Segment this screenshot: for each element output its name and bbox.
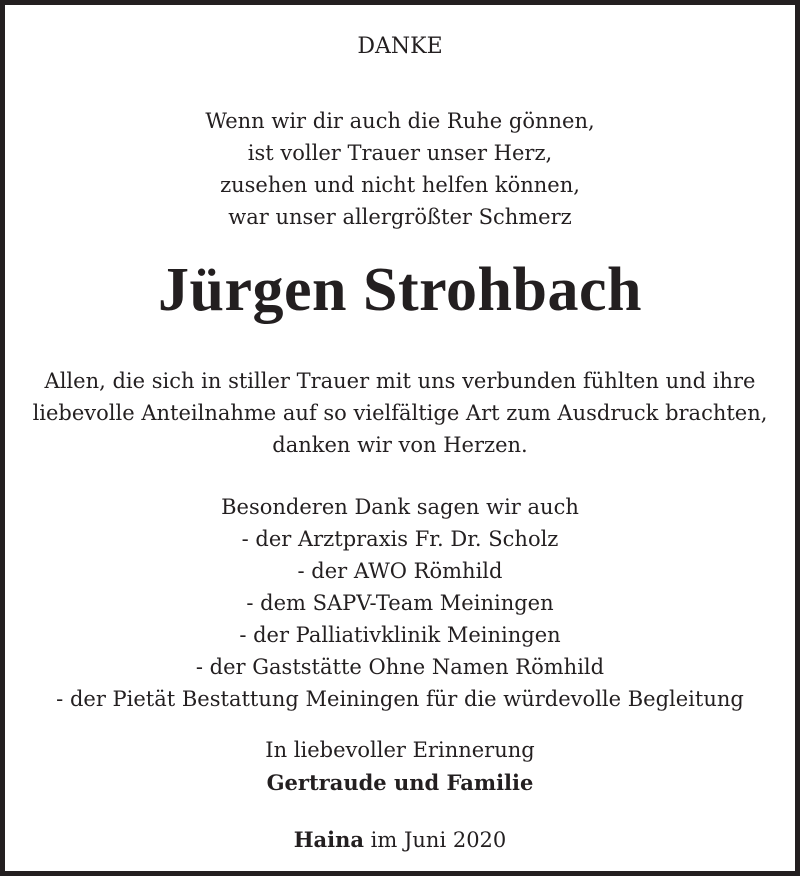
poem-line: zusehen und nicht helfen können, — [220, 173, 580, 197]
special-thanks-item: - der Pietät Bestattung Meiningen für die würdevolle Begleitung — [56, 687, 744, 711]
closing-memory: In liebevoller Erinnerung — [265, 738, 535, 762]
date: im Juni 2020 — [364, 828, 507, 852]
closing-family: Gertraude und Familie — [266, 770, 534, 795]
poem-line: Wenn wir dir auch die Ruhe gönnen, — [205, 109, 595, 133]
special-thanks-item: - dem SAPV-Team Meiningen — [246, 591, 554, 615]
place: Haina — [293, 827, 364, 852]
thanks-line: Allen, die sich in stiller Trauer mit uns verbunden fühlten und ihre — [44, 369, 756, 393]
deceased-name: Jürgen Strohbach — [158, 256, 642, 324]
poem-line: ist voller Trauer unser Herz, — [247, 141, 553, 165]
special-thanks-item: - der Palliativklinik Meiningen — [239, 623, 561, 647]
special-thanks-item: - der Arztpraxis Fr. Dr. Scholz — [241, 527, 559, 551]
poem-line: war unser allergrößter Schmerz — [228, 205, 572, 229]
special-thanks-item: - der Gaststätte Ohne Namen Römhild — [195, 655, 605, 679]
thanks-line: danken wir von Herzen. — [272, 433, 528, 457]
heading: DANKE — [357, 34, 443, 59]
special-thanks-intro: Besonderen Dank sagen wir auch — [221, 495, 579, 519]
special-thanks-item: - der AWO Römhild — [297, 559, 503, 583]
thanks-line: liebevolle Anteilnahme auf so vielfältige Art zum Ausdruck brachten, — [32, 401, 768, 425]
place-date — [5, 829, 795, 851]
